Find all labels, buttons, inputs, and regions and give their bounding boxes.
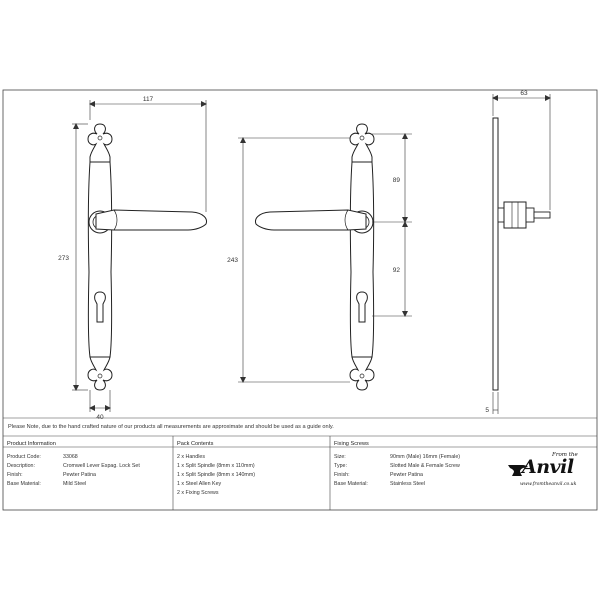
dimension-lines [72,94,550,414]
pack-item: 1 x Split Spindle (8mm x 140mm) [177,472,256,478]
brand-url: www.fromtheanvil.co.uk [520,482,577,487]
fixing-screws-title: Fixing Screws [334,441,369,447]
product-information-title: Product Information [7,441,56,447]
spec-label: Product Code: [7,454,41,460]
spec-label: Base Material: [7,481,41,487]
spec-value: Pewter Patina [63,472,96,478]
profile-view [493,118,550,390]
pack-contents-title: Pack Contents [177,441,214,447]
spec-value: 90mm (Male) 16mm (Female) [390,454,461,460]
spec-value: 33068 [63,454,78,460]
front-view-handle [88,124,206,390]
spec-label: Finish: [334,472,350,478]
pack-item: 2 x Handles [177,454,205,460]
dim-side-centers: 243 [227,257,238,264]
spec-label: Finish: [7,472,23,478]
spec-label: Description: [7,463,35,469]
brand-from-the: From the [552,452,578,458]
product-information-section [3,438,173,510]
pack-item: 1 x Steel Allen Key [177,481,222,487]
dim-side-lower: 92 [392,267,400,274]
spec-value: Cromwell Lever Espag. Lock Set [63,463,140,469]
spec-value: Stainless Steel [390,481,426,487]
dimension-labels [58,90,528,421]
spec-value: Pewter Patina [390,472,423,478]
dim-side-upper: 89 [392,177,400,184]
spec-value: Slotted Male & Female Screw [390,463,460,469]
pack-contents-section [173,438,330,510]
spec-label: Type: [334,463,347,469]
pack-item: 2 x Fixing Screws [177,490,219,496]
disclaimer-note: Please Note, due to the hand crafted nature of our products all measurements are approximate and should be used as a guide only. [8,424,334,430]
spec-value: Mild Steel [63,481,87,487]
spec-label: Size: [334,454,346,460]
brand-logo [508,450,592,495]
brand-name: Anvil [522,456,574,478]
dim-base-width: 40 [96,414,104,421]
dim-profile-projection: 63 [520,90,528,97]
pack-item: 1 x Split Spindle (8mm x 110mm) [177,463,255,469]
spec-label: Base Material: [334,481,368,487]
dim-front-height: 273 [58,255,69,262]
side-view-handle [256,124,374,390]
fixing-screws-section [330,438,505,510]
dim-front-width: 117 [142,96,154,103]
dim-profile-thickness: 5 [485,407,489,414]
